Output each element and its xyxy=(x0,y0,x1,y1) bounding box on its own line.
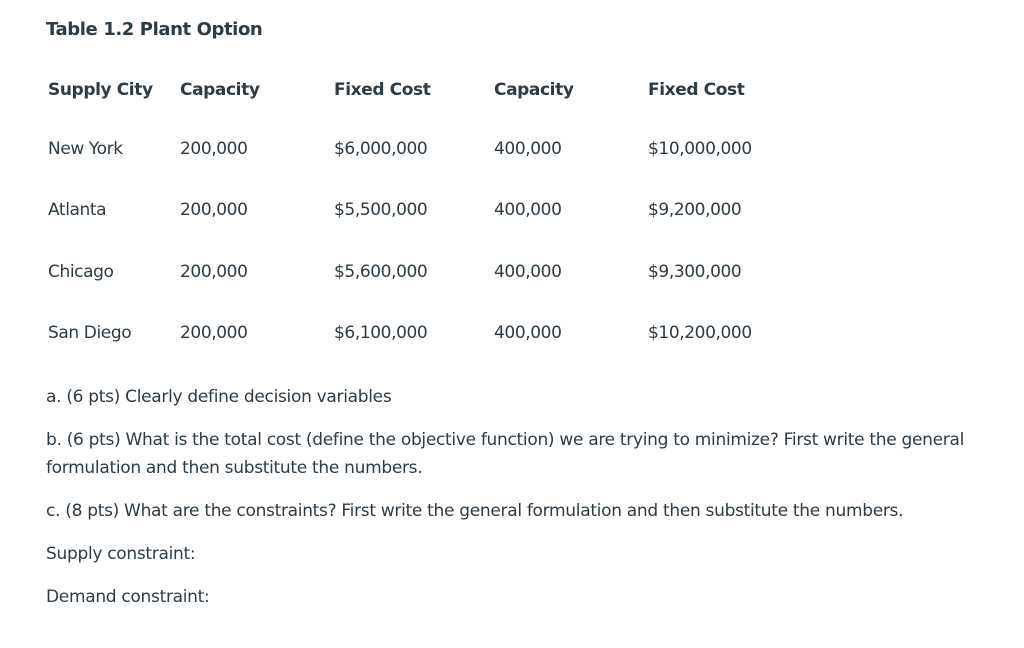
demand-constraint-label: Demand constraint: xyxy=(46,587,210,607)
question-list xyxy=(46,383,996,626)
page-title: Table 1.2 Plant Option xyxy=(46,19,263,40)
question-c: c. (8 pts) What are the constraints? First write the general formulation and then substitute the numbers. xyxy=(46,501,904,521)
table-cell: $6,000,000 xyxy=(334,138,428,159)
table-cell: Chicago xyxy=(48,261,114,282)
table-header-row xyxy=(40,64,816,118)
table-cell: New York xyxy=(48,138,123,159)
table-cell: 400,000 xyxy=(494,138,562,159)
table-row xyxy=(40,180,816,242)
supply-constraint-label: Supply constraint: xyxy=(46,544,196,564)
table-cell: 200,000 xyxy=(180,200,248,221)
table-cell: 400,000 xyxy=(494,200,562,221)
table-cell: 200,000 xyxy=(180,323,248,344)
table-row xyxy=(40,118,816,180)
table-cell: 400,000 xyxy=(494,323,562,344)
plant-option-table xyxy=(40,64,816,364)
table-row xyxy=(40,241,816,303)
table-row xyxy=(40,303,816,365)
table-cell: $6,100,000 xyxy=(334,323,428,344)
question-b: b. (6 pts) What is the total cost (define the objective function) we are trying to minimize? First write the general formulation and then substitute the numbers. xyxy=(46,430,965,478)
column-header-capacity-1: Capacity xyxy=(180,80,260,100)
table-cell: $10,000,000 xyxy=(648,138,752,159)
question-a: a. (6 pts) Clearly define decision variables xyxy=(46,387,392,407)
table-cell: San Diego xyxy=(48,323,132,344)
table-cell: Atlanta xyxy=(48,200,107,221)
table-cell: $9,200,000 xyxy=(648,200,742,221)
column-header-fixed-cost-1: Fixed Cost xyxy=(334,80,431,100)
table-cell: 200,000 xyxy=(180,138,248,159)
table-cell: $5,600,000 xyxy=(334,261,428,282)
column-header-fixed-cost-2: Fixed Cost xyxy=(648,80,745,100)
table-cell: $9,300,000 xyxy=(648,261,742,282)
table-cell: 400,000 xyxy=(494,261,562,282)
column-header-supply-city: Supply City xyxy=(48,80,153,100)
table-cell: $5,500,000 xyxy=(334,200,428,221)
table-cell: $10,200,000 xyxy=(648,323,752,344)
table-cell: 200,000 xyxy=(180,261,248,282)
column-header-capacity-2: Capacity xyxy=(494,80,574,100)
